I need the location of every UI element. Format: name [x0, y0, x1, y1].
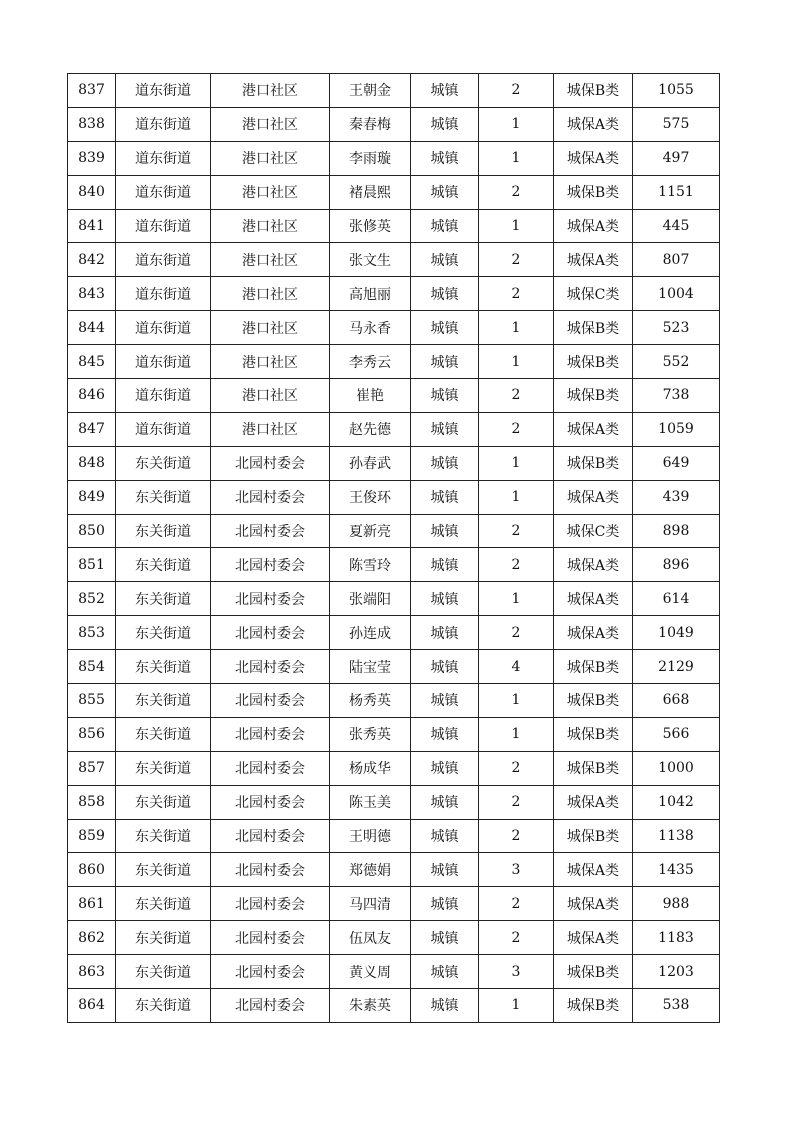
cell-category: 城保B类: [554, 684, 633, 718]
cell-household-count: 2: [479, 277, 554, 311]
cell-category: 城保A类: [554, 921, 633, 955]
cell-category: 城保A类: [554, 616, 633, 650]
cell-area-type: 城镇: [411, 887, 479, 921]
cell-name: 夏新亮: [330, 514, 411, 548]
cell-area-type: 城镇: [411, 650, 479, 684]
cell-category: 城保A类: [554, 141, 633, 175]
cell-area-type: 城镇: [411, 412, 479, 446]
cell-street: 道东街道: [116, 141, 211, 175]
cell-area-type: 城镇: [411, 717, 479, 751]
table-row: [68, 887, 720, 921]
cell-area-type: 城镇: [411, 141, 479, 175]
cell-category: 城保A类: [554, 209, 633, 243]
cell-area-type: 城镇: [411, 379, 479, 413]
cell-street: 东关街道: [116, 751, 211, 785]
cell-area-type: 城镇: [411, 616, 479, 650]
cell-amount: 668: [633, 684, 720, 718]
cell-serial-number: 849: [68, 480, 116, 514]
cell-street: 东关街道: [116, 785, 211, 819]
cell-household-count: 3: [479, 955, 554, 989]
cell-serial-number: 846: [68, 379, 116, 413]
cell-name: 陈雪玲: [330, 548, 411, 582]
cell-community: 北园村委会: [211, 955, 330, 989]
cell-category: 城保B类: [554, 175, 633, 209]
cell-category: 城保A类: [554, 887, 633, 921]
cell-name: 郑德娟: [330, 853, 411, 887]
cell-category: 城保B类: [554, 446, 633, 480]
cell-name: 张秀英: [330, 717, 411, 751]
cell-serial-number: 837: [68, 74, 116, 108]
cell-household-count: 2: [479, 379, 554, 413]
roster-table: [67, 73, 720, 1023]
cell-street: 道东街道: [116, 311, 211, 345]
table-row: [68, 921, 720, 955]
cell-household-count: 3: [479, 853, 554, 887]
cell-amount: 1059: [633, 412, 720, 446]
cell-community: 北园村委会: [211, 548, 330, 582]
cell-name: 褚晨熙: [330, 175, 411, 209]
cell-category: 城保C类: [554, 514, 633, 548]
cell-community: 北园村委会: [211, 514, 330, 548]
cell-household-count: 1: [479, 582, 554, 616]
table-row: [68, 751, 720, 785]
cell-serial-number: 852: [68, 582, 116, 616]
cell-amount: 807: [633, 243, 720, 277]
cell-area-type: 城镇: [411, 582, 479, 616]
cell-amount: 1004: [633, 277, 720, 311]
cell-name: 孙连成: [330, 616, 411, 650]
cell-area-type: 城镇: [411, 751, 479, 785]
cell-amount: 575: [633, 107, 720, 141]
cell-street: 东关街道: [116, 582, 211, 616]
cell-street: 东关街道: [116, 955, 211, 989]
cell-amount: 1049: [633, 616, 720, 650]
cell-name: 黄义周: [330, 955, 411, 989]
cell-name: 陈玉美: [330, 785, 411, 819]
cell-community: 北园村委会: [211, 446, 330, 480]
cell-serial-number: 839: [68, 141, 116, 175]
table-row: [68, 277, 720, 311]
table-row: [68, 311, 720, 345]
table-row: [68, 345, 720, 379]
cell-area-type: 城镇: [411, 345, 479, 379]
cell-category: 城保B类: [554, 989, 633, 1023]
cell-name: 陆宝莹: [330, 650, 411, 684]
cell-household-count: 2: [479, 243, 554, 277]
cell-amount: 439: [633, 480, 720, 514]
cell-community: 北园村委会: [211, 650, 330, 684]
cell-street: 道东街道: [116, 277, 211, 311]
cell-serial-number: 844: [68, 311, 116, 345]
cell-area-type: 城镇: [411, 480, 479, 514]
cell-community: 港口社区: [211, 311, 330, 345]
cell-community: 港口社区: [211, 107, 330, 141]
cell-area-type: 城镇: [411, 175, 479, 209]
cell-street: 东关街道: [116, 480, 211, 514]
cell-household-count: 2: [479, 514, 554, 548]
cell-name: 杨成华: [330, 751, 411, 785]
cell-street: 东关街道: [116, 819, 211, 853]
cell-serial-number: 859: [68, 819, 116, 853]
cell-name: 王朝金: [330, 74, 411, 108]
table-row: [68, 141, 720, 175]
cell-serial-number: 838: [68, 107, 116, 141]
cell-household-count: 2: [479, 819, 554, 853]
cell-community: 北园村委会: [211, 819, 330, 853]
cell-community: 港口社区: [211, 379, 330, 413]
cell-category: 城保C类: [554, 277, 633, 311]
cell-street: 东关街道: [116, 887, 211, 921]
cell-area-type: 城镇: [411, 684, 479, 718]
cell-area-type: 城镇: [411, 243, 479, 277]
cell-community: 北园村委会: [211, 751, 330, 785]
cell-household-count: 1: [479, 989, 554, 1023]
cell-area-type: 城镇: [411, 209, 479, 243]
cell-street: 东关街道: [116, 446, 211, 480]
table-row: [68, 548, 720, 582]
cell-serial-number: 850: [68, 514, 116, 548]
table-row: [68, 717, 720, 751]
cell-category: 城保B类: [554, 751, 633, 785]
cell-serial-number: 845: [68, 345, 116, 379]
cell-amount: 1000: [633, 751, 720, 785]
cell-amount: 2129: [633, 650, 720, 684]
cell-name: 王俊环: [330, 480, 411, 514]
cell-street: 东关街道: [116, 650, 211, 684]
cell-amount: 1055: [633, 74, 720, 108]
cell-household-count: 2: [479, 887, 554, 921]
cell-area-type: 城镇: [411, 853, 479, 887]
cell-street: 道东街道: [116, 74, 211, 108]
cell-household-count: 4: [479, 650, 554, 684]
cell-community: 北园村委会: [211, 480, 330, 514]
cell-community: 北园村委会: [211, 853, 330, 887]
cell-category: 城保B类: [554, 311, 633, 345]
cell-street: 道东街道: [116, 175, 211, 209]
cell-category: 城保B类: [554, 955, 633, 989]
cell-serial-number: 842: [68, 243, 116, 277]
cell-serial-number: 840: [68, 175, 116, 209]
cell-household-count: 1: [479, 717, 554, 751]
cell-area-type: 城镇: [411, 921, 479, 955]
table-row: [68, 107, 720, 141]
cell-amount: 1138: [633, 819, 720, 853]
cell-amount: 1203: [633, 955, 720, 989]
cell-name: 王明德: [330, 819, 411, 853]
cell-amount: 523: [633, 311, 720, 345]
cell-street: 东关街道: [116, 548, 211, 582]
table-row: [68, 379, 720, 413]
cell-serial-number: 841: [68, 209, 116, 243]
table-row: [68, 446, 720, 480]
cell-name: 孙春武: [330, 446, 411, 480]
cell-name: 赵先德: [330, 412, 411, 446]
cell-category: 城保B类: [554, 650, 633, 684]
table-row: [68, 412, 720, 446]
cell-amount: 738: [633, 379, 720, 413]
cell-serial-number: 851: [68, 548, 116, 582]
cell-area-type: 城镇: [411, 548, 479, 582]
table-row: [68, 74, 720, 108]
cell-serial-number: 854: [68, 650, 116, 684]
cell-community: 港口社区: [211, 345, 330, 379]
cell-street: 道东街道: [116, 243, 211, 277]
cell-area-type: 城镇: [411, 107, 479, 141]
table-row: [68, 480, 720, 514]
cell-category: 城保B类: [554, 379, 633, 413]
cell-area-type: 城镇: [411, 514, 479, 548]
cell-name: 张端阳: [330, 582, 411, 616]
cell-household-count: 2: [479, 785, 554, 819]
cell-name: 张修英: [330, 209, 411, 243]
roster-table-body: [68, 74, 720, 1023]
cell-serial-number: 855: [68, 684, 116, 718]
cell-household-count: 1: [479, 311, 554, 345]
cell-category: 城保B类: [554, 345, 633, 379]
cell-serial-number: 857: [68, 751, 116, 785]
cell-area-type: 城镇: [411, 311, 479, 345]
table-row: [68, 650, 720, 684]
cell-category: 城保A类: [554, 480, 633, 514]
cell-household-count: 1: [479, 107, 554, 141]
cell-street: 道东街道: [116, 345, 211, 379]
cell-community: 港口社区: [211, 243, 330, 277]
table-row: [68, 175, 720, 209]
cell-category: 城保A类: [554, 853, 633, 887]
cell-community: 北园村委会: [211, 684, 330, 718]
table-row: [68, 853, 720, 887]
cell-serial-number: 864: [68, 989, 116, 1023]
cell-community: 北园村委会: [211, 989, 330, 1023]
cell-category: 城保A类: [554, 548, 633, 582]
cell-amount: 445: [633, 209, 720, 243]
cell-serial-number: 853: [68, 616, 116, 650]
cell-category: 城保A类: [554, 243, 633, 277]
cell-name: 马四清: [330, 887, 411, 921]
cell-name: 张文生: [330, 243, 411, 277]
cell-community: 北园村委会: [211, 887, 330, 921]
cell-name: 杨秀英: [330, 684, 411, 718]
cell-street: 东关街道: [116, 616, 211, 650]
cell-name: 秦春梅: [330, 107, 411, 141]
cell-household-count: 1: [479, 209, 554, 243]
table-row: [68, 243, 720, 277]
cell-category: 城保A类: [554, 582, 633, 616]
cell-community: 北园村委会: [211, 717, 330, 751]
cell-serial-number: 863: [68, 955, 116, 989]
cell-street: 东关街道: [116, 684, 211, 718]
cell-category: 城保B类: [554, 74, 633, 108]
table-row: [68, 684, 720, 718]
cell-name: 李雨璇: [330, 141, 411, 175]
table-row: [68, 989, 720, 1023]
cell-household-count: 2: [479, 412, 554, 446]
cell-area-type: 城镇: [411, 955, 479, 989]
cell-area-type: 城镇: [411, 785, 479, 819]
cell-name: 马永香: [330, 311, 411, 345]
cell-household-count: 2: [479, 751, 554, 785]
cell-community: 港口社区: [211, 277, 330, 311]
cell-amount: 497: [633, 141, 720, 175]
cell-name: 朱素英: [330, 989, 411, 1023]
cell-category: 城保A类: [554, 785, 633, 819]
cell-household-count: 1: [479, 345, 554, 379]
cell-amount: 649: [633, 446, 720, 480]
cell-amount: 538: [633, 989, 720, 1023]
cell-amount: 1151: [633, 175, 720, 209]
cell-community: 北园村委会: [211, 921, 330, 955]
cell-street: 东关街道: [116, 514, 211, 548]
cell-serial-number: 847: [68, 412, 116, 446]
cell-category: 城保A类: [554, 412, 633, 446]
table-row: [68, 209, 720, 243]
table-row: [68, 582, 720, 616]
table-row: [68, 514, 720, 548]
cell-area-type: 城镇: [411, 277, 479, 311]
table-row: [68, 616, 720, 650]
cell-amount: 898: [633, 514, 720, 548]
table-row: [68, 785, 720, 819]
cell-community: 港口社区: [211, 175, 330, 209]
cell-serial-number: 858: [68, 785, 116, 819]
cell-street: 东关街道: [116, 853, 211, 887]
cell-amount: 552: [633, 345, 720, 379]
cell-household-count: 1: [479, 141, 554, 175]
cell-household-count: 2: [479, 74, 554, 108]
cell-household-count: 1: [479, 446, 554, 480]
cell-community: 港口社区: [211, 412, 330, 446]
cell-amount: 1042: [633, 785, 720, 819]
cell-name: 伍凤友: [330, 921, 411, 955]
cell-name: 高旭丽: [330, 277, 411, 311]
cell-amount: 988: [633, 887, 720, 921]
cell-amount: 896: [633, 548, 720, 582]
cell-street: 东关街道: [116, 989, 211, 1023]
cell-community: 北园村委会: [211, 582, 330, 616]
cell-street: 东关街道: [116, 717, 211, 751]
cell-community: 港口社区: [211, 141, 330, 175]
cell-street: 道东街道: [116, 107, 211, 141]
cell-area-type: 城镇: [411, 446, 479, 480]
cell-household-count: 2: [479, 175, 554, 209]
cell-category: 城保A类: [554, 107, 633, 141]
cell-amount: 1183: [633, 921, 720, 955]
cell-street: 道东街道: [116, 379, 211, 413]
cell-serial-number: 860: [68, 853, 116, 887]
cell-community: 港口社区: [211, 209, 330, 243]
cell-street: 道东街道: [116, 412, 211, 446]
cell-amount: 566: [633, 717, 720, 751]
cell-category: 城保B类: [554, 819, 633, 853]
cell-category: 城保B类: [554, 717, 633, 751]
cell-community: 港口社区: [211, 74, 330, 108]
cell-name: 崔艳: [330, 379, 411, 413]
cell-serial-number: 862: [68, 921, 116, 955]
cell-community: 北园村委会: [211, 785, 330, 819]
cell-area-type: 城镇: [411, 74, 479, 108]
cell-area-type: 城镇: [411, 819, 479, 853]
cell-street: 东关街道: [116, 921, 211, 955]
cell-serial-number: 848: [68, 446, 116, 480]
cell-household-count: 2: [479, 921, 554, 955]
cell-area-type: 城镇: [411, 989, 479, 1023]
cell-household-count: 2: [479, 548, 554, 582]
table-row: [68, 955, 720, 989]
cell-name: 李秀云: [330, 345, 411, 379]
cell-household-count: 2: [479, 616, 554, 650]
cell-serial-number: 856: [68, 717, 116, 751]
table-row: [68, 819, 720, 853]
cell-amount: 1435: [633, 853, 720, 887]
cell-serial-number: 843: [68, 277, 116, 311]
cell-street: 道东街道: [116, 209, 211, 243]
cell-amount: 614: [633, 582, 720, 616]
cell-serial-number: 861: [68, 887, 116, 921]
cell-household-count: 1: [479, 480, 554, 514]
cell-community: 北园村委会: [211, 616, 330, 650]
cell-household-count: 1: [479, 684, 554, 718]
